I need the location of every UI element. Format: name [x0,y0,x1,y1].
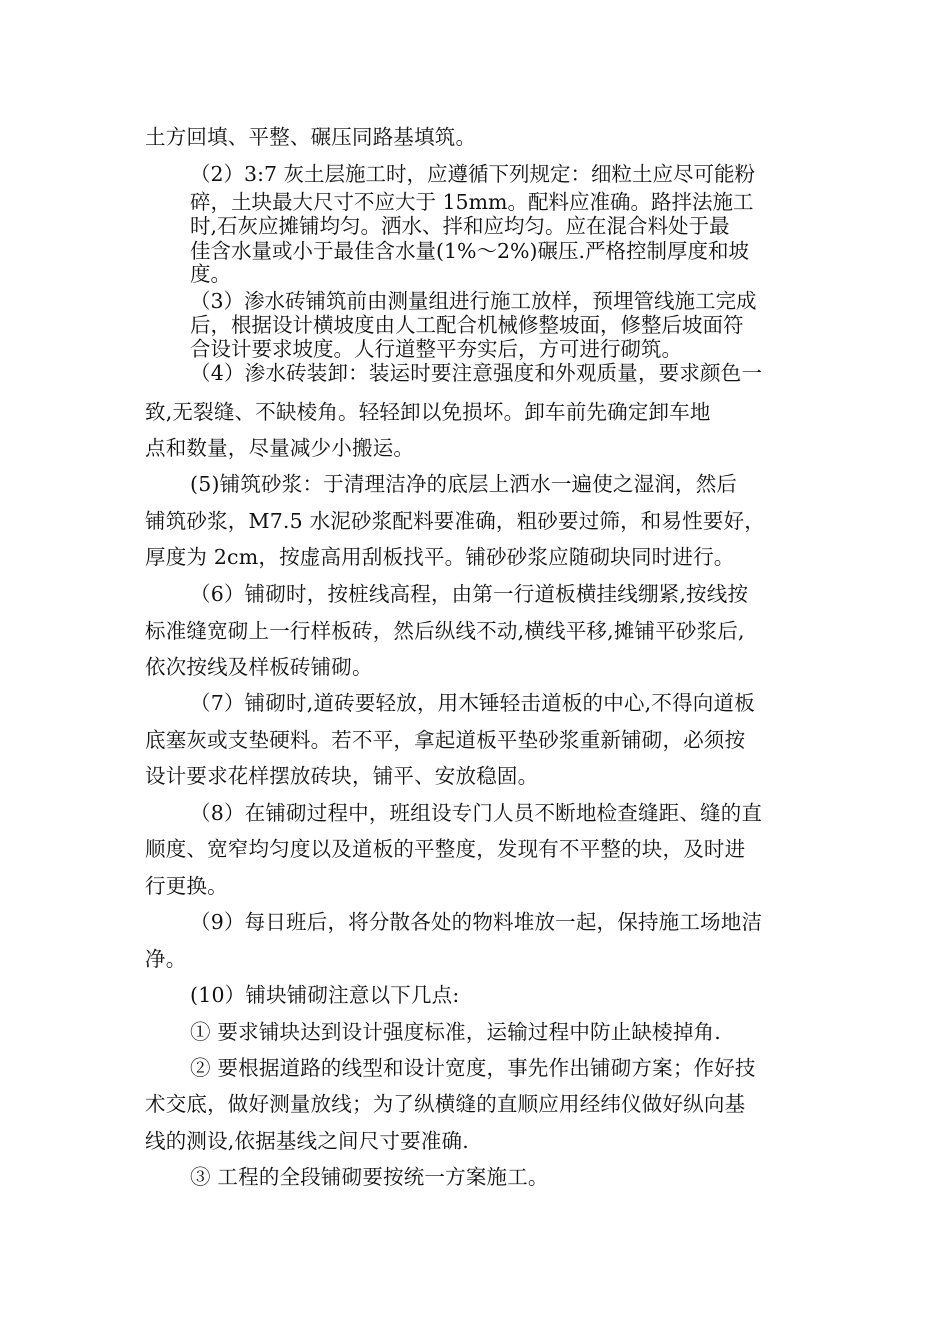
text-line: ② 要根据道路的线型和设计宽度，事先作出铺砌方案；作好技 [190,1056,756,1080]
text-line: 后，根据设计横坡度由人工配合机械修整坡面，修整后坡面符 [190,313,744,337]
text-line: 致,无裂缝、不缺棱角。轻轻卸以免损坏。卸车前先确定卸车地 [145,400,711,424]
text-line: 时,石灰应摊铺均匀。洒水、拌和应均匀。应在混合料处于最 [190,214,730,238]
text-line: 依次按线及样板砖铺砌。 [145,655,373,679]
text-line: 行更换。 [145,874,228,898]
text-line: 点和数量，尽量减少小搬运。 [145,436,415,460]
text-line: 净。 [145,947,187,971]
text-line: （4）渗水砖装卸：装运时要注意强度和外观质量，要求颜色一 [190,361,763,385]
text-line: 底塞灰或支垫硬料。若不平，拿起道板平垫砂浆重新铺砌，必须按 [145,728,746,752]
text-line: （6）铺砌时，按桩线高程，由第一行道板横挂线绷紧,按线按 [190,582,749,606]
text-line: 佳含水量或小于最佳含水量(1%～2%)碾压.严格控制厚度和坡 [190,239,750,263]
text-line: 线的测设,依据基线之间尺寸要准确. [145,1129,469,1153]
text-line: 合设计要求坡度。人行道整平夯实后，方可进行砌筑。 [190,337,682,361]
text-line: 厚度为 2cm，按虚高用刮板找平。铺砂砂浆应随砌块同时进行。 [145,545,735,569]
text-line: 铺筑砂浆，M7.5 水泥砂浆配料要准确，粗砂要过筛，和易性要好， [145,509,766,533]
text-line: （2）3:7 灰土层施工时，应遵循下列规定：细粒土应尽可能粉 [190,162,756,186]
text-line: ① 要求铺块达到设计强度标准，运输过程中防止缺棱掉角. [190,1020,721,1044]
text-line: 顺度、宽窄均匀度以及道板的平整度，发现有不平整的块，及时进 [145,837,746,861]
text-line: 碎，土块最大尺寸不应大于 15mm。配料应准确。路拌法施工 [190,190,754,214]
text-line: 度。 [190,262,231,286]
text-line: 设计要求花样摆放砖块，铺平、安放稳固。 [145,764,539,788]
text-line: （3）渗水砖铺筑前由测量组进行施工放样，预埋管线施工完成 [190,289,757,313]
text-line: （9）每日班后，将分散各处的物料堆放一起，保持施工场地洁 [190,910,763,934]
text-line: （7）铺砌时,道砖要轻放，用木锤轻击道板的中心,不得向道板 [190,691,755,715]
text-line: (10）铺块铺砌注意以下几点: [190,983,460,1007]
text-line: 标准缝宽砌上一行样板砖，然后纵线不动,横线平移,摊铺平砂浆后, [145,619,745,643]
text-line: (5)铺筑砂浆：于清理洁净的底层上洒水一遍使之湿润，然后 [190,472,738,496]
text-line: 术交底，做好测量放线；为了纵横缝的直顺应用经纬仪做好纵向基 [145,1092,746,1116]
text-line: 土方回填、平整、碾压同路基填筑。 [145,125,477,149]
text-line: （8）在铺砌过程中，班组设专门人员不断地检查缝距、缝的直 [190,801,763,825]
text-line: ③ 工程的全段铺砌要按统一方案施工。 [190,1165,549,1189]
